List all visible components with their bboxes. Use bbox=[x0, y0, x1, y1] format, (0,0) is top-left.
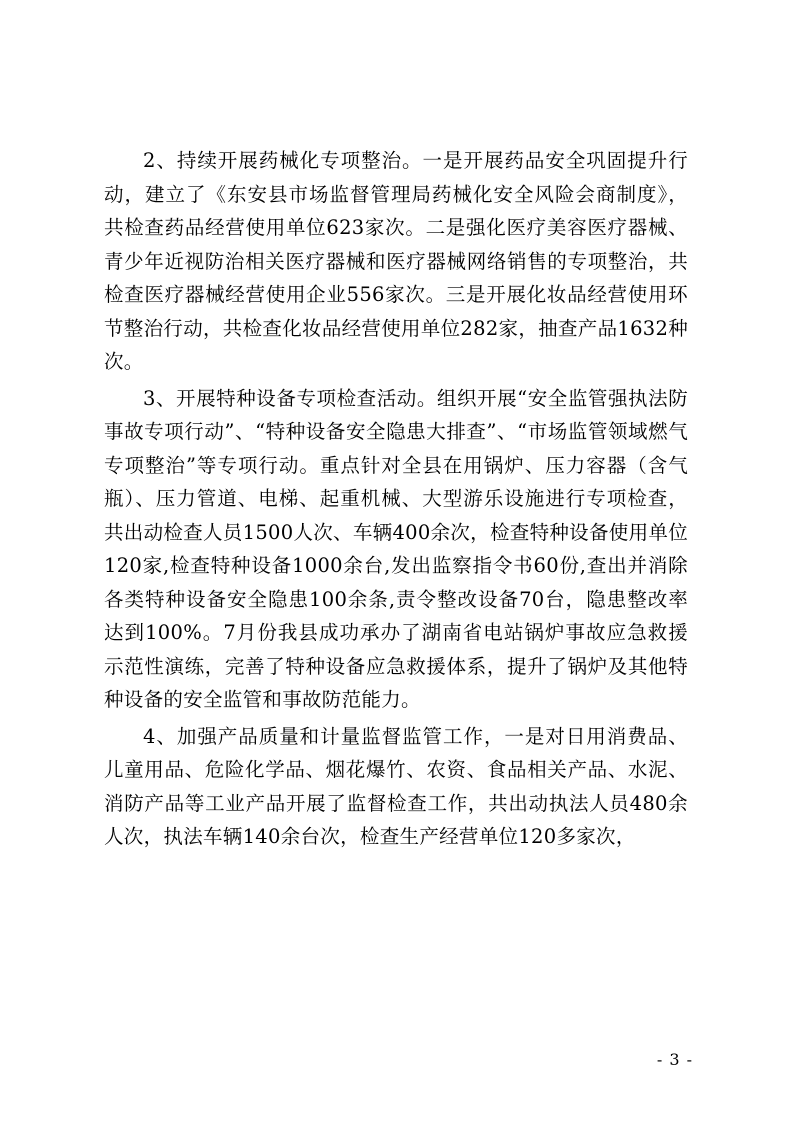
paragraph-special-equipment: 3、开展特种设备专项检查活动。组织开展“安全监管强执法防事故专项行动”、“特种设备安全隐患大排查”、“市场监管领域燃气专项整治”等专项行动。重点针对全县在用锅炉、压力容器（含气瓶）、压力管道、电梯、起重机械、大型游乐设施进行专项检查，共出动检查人员1500人次、车辆400余次，检查特种设备使用单位120家,检查特种设备1000余台,发出监察指令书60份,查出并消除各类特种设备安全隐患100余条,责令整改设备70台，隐患整改率达到100%。7月份我县成功承办了湖南省电站锅炉事故应急救援示范性演练，完善了特种设备应急救援体系，提升了锅炉及其他特种设备的安全监管和事故防范能力。 bbox=[104, 386, 688, 711]
paragraph-drug-device-cosmetics: 2、持续开展药械化专项整治。一是开展药品安全巩固提升行动，建立了《东安县市场监督管理局药械化安全风险会商制度》，共检查药品经营使用单位623家次。二是强化医疗美容医疗器械、青少年近视防治相关医疗器械和医疗器械网络销售的专项整治，共检查医疗器械经营使用企业556家次。三是开展化妆品经营使用环节整治行动，共检查化妆品经营使用单位282家，抽查产品1632种次。 bbox=[104, 149, 688, 373]
document-body bbox=[104, 144, 688, 857]
page-number: - 3 - bbox=[656, 1050, 693, 1069]
paragraph-product-quality: 4、加强产品质量和计量监督监管工作，一是对日用消费品、儿童用品、危险化学品、烟花爆竹、农资、食品相关产品、水泥、消防产品等工业产品开展了监督检查工作，共出动执法人员480余人次，执法车辆140余台次，检查生产经营单位120多家次， bbox=[104, 724, 688, 848]
